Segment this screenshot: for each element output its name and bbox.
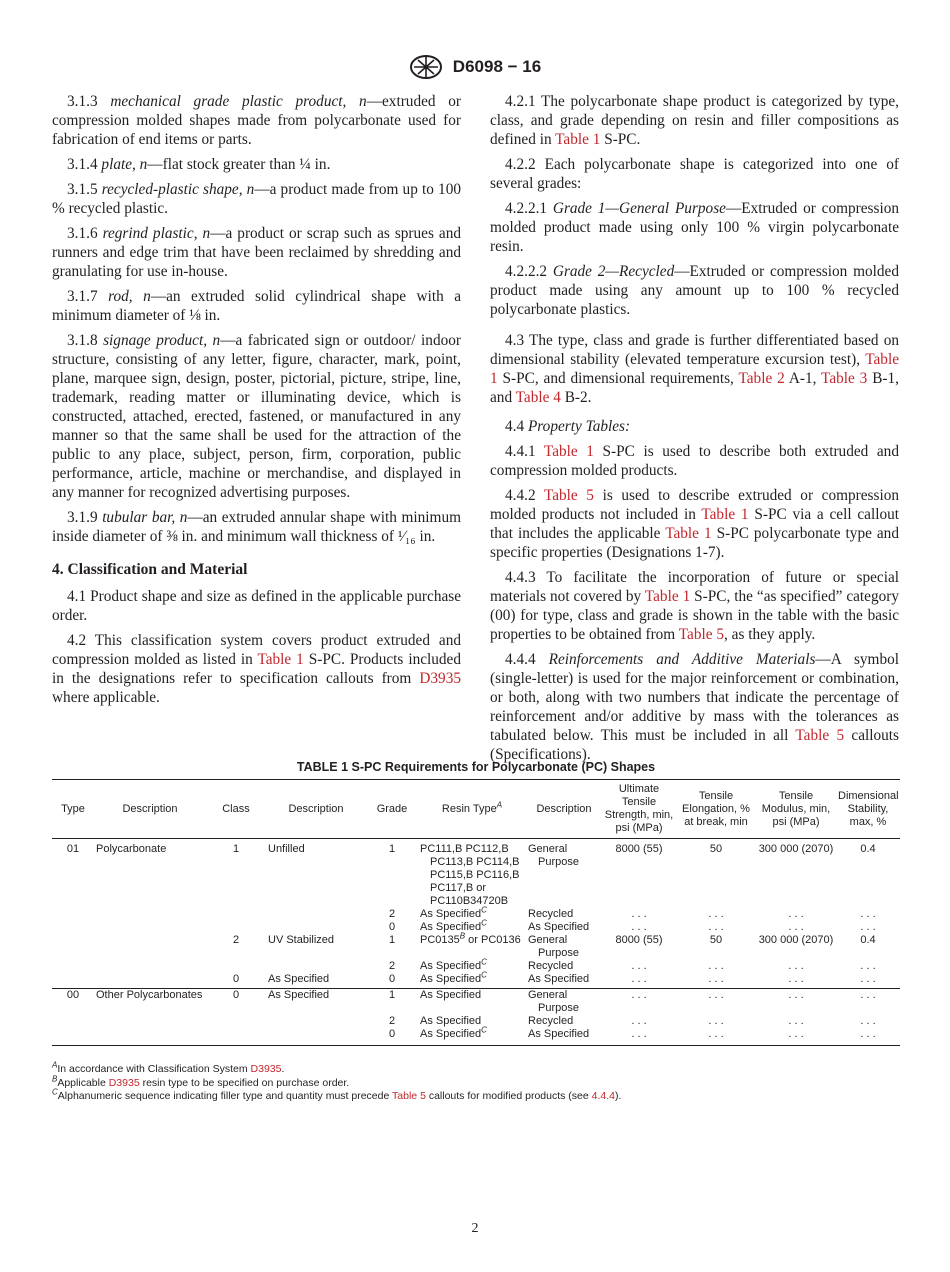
cell-elongation: . . .: [708, 1015, 724, 1027]
table-row: [52, 839, 900, 909]
cell-modulus: . . .: [756, 973, 836, 989]
cell-tensile-strength: . . .: [602, 973, 676, 989]
cell-class: 1: [232, 843, 240, 855]
table-1-link[interactable]: Table 1: [555, 131, 601, 148]
text: S-PC, the “as specified” category (00) for type, class and grade is shown in the table with the basic properties to be obtained from: [490, 588, 899, 643]
footnote-b: [52, 1074, 900, 1091]
definition-3-1-3: [52, 92, 461, 149]
text: 4.2.1 The polycarbonate shape product is categorized by type, class, and grade depending on resin and filler compositions as defined in: [490, 93, 899, 148]
definition-text: —Extruded or compression molded product made using only 100 % virgin polycarbonate resin.: [490, 200, 899, 255]
paragraph-4-4: [490, 417, 899, 436]
cell-empty: [94, 1015, 206, 1028]
clause-number: 3.1.5: [67, 181, 98, 198]
paragraph-4-2-2: 4.2.2 Each polycarbonate shape is categorized into one of several grades:: [490, 156, 899, 192]
paragraph-4-2: [52, 631, 461, 707]
cell-tensile-strength: . . .: [631, 989, 647, 1001]
cell-empty: [94, 973, 206, 989]
cell-description: Unfilled: [268, 843, 305, 855]
d3935-link[interactable]: D3935: [419, 670, 461, 687]
term: regrind plastic, n: [102, 225, 211, 242]
cell-elongation: . . .: [676, 973, 756, 989]
cell-empty: [52, 1015, 94, 1028]
cell-resin-type: [418, 970, 526, 989]
header-description: Description: [94, 780, 206, 839]
paragraph-4-4-2: [490, 486, 899, 562]
cell-type: 01: [66, 843, 80, 855]
page-header: [0, 54, 950, 80]
cell-description: UV Stabilized: [268, 934, 335, 946]
cell-modulus: . . .: [788, 921, 804, 933]
cell-grade: 0: [366, 973, 418, 989]
cell-tensile-strength: . . .: [631, 921, 647, 933]
cell-empty: [266, 1015, 366, 1028]
paragraph-4-2-2-1: [490, 199, 899, 256]
text: A-1,: [784, 370, 822, 387]
definition-text: —Extruded or compression molded product made using any amount up to 100 % recycled polycarbonate plastics.: [490, 263, 899, 318]
text: 4.4.3 To facilitate the incorporation of future or special materials not covered by: [490, 569, 899, 605]
header-type: Type: [52, 780, 94, 839]
term: mechanical grade plastic product, n: [110, 93, 367, 110]
cell-stability: 0.4: [860, 934, 876, 946]
footnote-marker: B: [52, 1074, 58, 1083]
definition-3-1-7: [52, 287, 461, 325]
table-header-row: [52, 780, 900, 839]
cell-type: 00: [66, 989, 80, 1001]
text: B-1, and: [490, 370, 899, 406]
cell-empty: [94, 908, 206, 921]
table-row: [52, 960, 900, 973]
clause-number: 4.4: [505, 418, 525, 435]
table-footnotes: [52, 1060, 900, 1104]
cell-empty: [52, 973, 94, 989]
cell-text: As Specified: [420, 921, 482, 933]
cell-empty: [52, 921, 94, 934]
cell-class: 0: [206, 973, 266, 989]
cell-grade: 2: [388, 908, 396, 920]
footnote-marker: B: [459, 931, 466, 941]
text: S-PC.: [600, 131, 641, 148]
term: rod, n: [108, 288, 151, 305]
cell-modulus: . . .: [788, 989, 804, 1001]
definition-text: —A symbol (single-letter) is used for the major reinforcement or combination, or both, along with two numbers that indicate the percentage of reinforcement and/or additive by mass with the tolerances as tabulated below. This must be included in all: [490, 651, 899, 744]
text: S-PC. Products included in the designations refer to specification callouts from: [52, 651, 461, 687]
footnote-marker: C: [481, 918, 487, 928]
cell-elongation: 50: [709, 934, 723, 946]
table-4-link[interactable]: Table 4: [515, 389, 561, 406]
table-1-link[interactable]: Table 1: [644, 588, 691, 605]
cell-modulus: 300 000 (2070): [758, 934, 834, 946]
cell-text: As Specified: [420, 973, 482, 985]
cell-description: Recycled: [528, 908, 574, 920]
cell-empty: [206, 908, 266, 921]
table-1-link[interactable]: Table 1: [701, 506, 749, 523]
header-elongation: Tensile Elongation, % at break, min: [676, 780, 756, 839]
footnote-text: Alphanumeric sequence indicating filler type and quantity must precede: [57, 1090, 393, 1102]
cell-description: Polycarbonate: [96, 843, 167, 855]
cell-elongation: . . .: [708, 960, 724, 972]
cell-description: Other Polycarbonates: [96, 989, 203, 1001]
table-row: [52, 921, 900, 934]
cell-stability: . . .: [860, 908, 876, 920]
cell-empty: [206, 1028, 266, 1046]
cell-empty: [52, 1028, 94, 1046]
cell-stability: . . .: [860, 921, 876, 933]
clause-number: 3.1.3: [67, 93, 98, 110]
paragraph-4-3: [490, 331, 899, 407]
term: plate, n: [101, 156, 148, 173]
cell-tensile-strength: . . .: [631, 960, 647, 972]
cell-elongation: . . .: [708, 908, 724, 920]
footnote-marker: C: [481, 957, 487, 967]
cell-stability: . . .: [860, 989, 876, 1001]
term: Reinforcements and Additive Materials: [548, 651, 816, 668]
table-5-link[interactable]: Table 5: [795, 727, 845, 744]
cell-tensile-strength: 8000 (55): [615, 934, 663, 946]
cell-empty: [206, 960, 266, 973]
cell-modulus: . . .: [788, 1015, 804, 1027]
cell-empty: [266, 960, 366, 973]
cell-empty: [266, 1028, 366, 1046]
cell-empty: [52, 908, 94, 921]
cell-grade: 2: [388, 1015, 396, 1027]
cell-class: 0: [232, 989, 240, 1001]
text: is used to describe extruded or compression molded products not included in: [490, 487, 899, 523]
definition-text: —flat stock greater than ¼ in.: [147, 156, 331, 173]
cell-resin-type: PC111,B PC112,B PC113,B PC114,B PC115,B PC116,B PC117,B or PC110B34720B: [420, 843, 520, 907]
cell-description: Recycled: [528, 960, 574, 972]
text: 4.2 This classification system covers product extruded and compression molded as listed in: [52, 632, 461, 668]
cell-class: 2: [232, 934, 240, 946]
footnote-marker: C: [52, 1087, 58, 1097]
paragraph-4-4-1: [490, 442, 899, 480]
cell-stability: 0.4: [860, 843, 876, 855]
cell-grade: 1: [388, 989, 396, 1001]
cell-modulus: . . .: [788, 908, 804, 920]
clause-number: 3.1.7: [67, 288, 98, 305]
cell-resin-type: As Specified: [420, 1015, 482, 1027]
cell-empty: [206, 1015, 266, 1028]
definition-text: —a product or scrap such as sprues and runners and edge trim that have been reclaimed by shredding and granulating for use in-house.: [52, 225, 462, 280]
paragraph-4-1: 4.1 Product shape and size as defined in the applicable purchase order.: [52, 588, 461, 624]
text: 4.4.1: [505, 443, 544, 460]
cell-text: As Specified: [420, 1028, 482, 1040]
cell-stability: . . .: [836, 973, 900, 989]
term: recycled-plastic shape, n: [101, 181, 255, 198]
cell-tensile-strength: 8000 (55): [615, 843, 663, 855]
cell-description: As Specified: [268, 989, 330, 1001]
table-5-link[interactable]: Table 5: [543, 487, 594, 504]
table-3-link[interactable]: Table 3: [821, 370, 868, 387]
cell-empty: [94, 921, 206, 934]
cell-text: As Specified: [420, 960, 482, 972]
cell-text: As Specified: [420, 908, 482, 920]
footnote-marker: C: [481, 905, 487, 915]
header-resin-type: [418, 780, 526, 839]
header-stability: Dimensional Stability, max, %: [836, 780, 900, 839]
cell-empty: [52, 934, 94, 960]
cell-empty: [266, 908, 366, 921]
cell-text: or PC0136: [465, 934, 521, 946]
spc-requirements-table: [52, 779, 900, 1046]
paragraph-4-2-1: [490, 92, 899, 149]
cell-stability: . . .: [836, 1028, 900, 1046]
cell-resin-type: [418, 931, 526, 960]
text: where applicable.: [52, 689, 160, 706]
table-row: [52, 1028, 900, 1046]
table-1-title: TABLE 1 S-PC Requirements for Polycarbonate (PC) Shapes: [296, 760, 656, 774]
table-2-link[interactable]: Table 2: [738, 370, 785, 387]
cell-modulus: . . .: [788, 960, 804, 972]
cell-description: As Specified: [526, 973, 602, 989]
astm-logo-icon: [409, 54, 443, 80]
paragraph-4-2-2-2: [490, 262, 899, 319]
cell-resin-type: [418, 1025, 526, 1046]
table-row: [52, 908, 900, 921]
footnote-text: .: [281, 1063, 285, 1075]
clause-number: 4.2.2.1: [505, 200, 548, 217]
definition-text: —extruded or compression molded shapes made from polycarbonate used for fabrication of end items or parts.: [52, 93, 462, 148]
cell-elongation: 50: [709, 843, 723, 855]
table-5-link[interactable]: Table 5: [392, 1090, 426, 1102]
footnote-a: [52, 1060, 900, 1077]
term: Property Tables:: [527, 418, 631, 435]
cell-tensile-strength: . . .: [631, 1015, 647, 1027]
cell-elongation: . . .: [708, 921, 724, 933]
term: Grade 1—General Purpose: [552, 200, 726, 217]
cell-description: General Purpose: [528, 989, 579, 1014]
cell-resin-type: [418, 957, 526, 973]
table-1-link[interactable]: Table 1: [543, 443, 594, 460]
definition-3-1-9: [52, 508, 461, 546]
footnote-text: In accordance with Classification System: [57, 1063, 251, 1075]
clause-number: 3.1.6: [67, 225, 98, 242]
definition-text: —an extruded solid cylindrical shape with a minimum diameter of ⅛ in.: [52, 288, 462, 324]
footnote-c: [52, 1087, 900, 1104]
clause-number: 4.4.4: [505, 651, 536, 668]
footnote-text: resin type to be specified on purchase order.: [139, 1076, 350, 1089]
cell-stability: . . .: [860, 960, 876, 972]
table-1: [52, 779, 900, 1046]
cell-description: General Purpose: [528, 934, 579, 959]
cell-stability: . . .: [860, 1015, 876, 1027]
cell-text: PC0135: [420, 934, 460, 946]
header-description: Description: [266, 780, 366, 839]
footnote-marker: C: [481, 970, 487, 980]
right-column: [490, 92, 899, 770]
header-description: Description: [526, 780, 602, 839]
text: callouts (Specifications).: [490, 727, 900, 763]
cell-description: Recycled: [528, 1015, 574, 1027]
cell-modulus: . . .: [756, 1028, 836, 1046]
table-row: [52, 973, 900, 989]
cell-empty: [94, 934, 206, 960]
text: , as they apply.: [724, 626, 816, 643]
cell-grade: 1: [388, 934, 396, 946]
definition-text: —a product made from up to 100 % recycled plastic.: [52, 181, 461, 217]
paragraph-4-4-4: [490, 650, 899, 764]
cell-elongation: . . .: [676, 1028, 756, 1046]
cell-modulus: 300 000 (2070): [758, 843, 834, 855]
cell-tensile-strength: . . .: [602, 1028, 676, 1046]
footnote-marker: A: [496, 799, 503, 809]
cell-description: As Specified: [526, 1028, 602, 1046]
table-5-link[interactable]: Table 5: [678, 626, 724, 643]
cell-empty: [206, 921, 266, 934]
table-1-link[interactable]: Table 1: [257, 651, 304, 668]
header-tensile-strength: Ultimate Tensile Strength, min, psi (MPa): [602, 780, 676, 839]
footnote-marker: A: [52, 1060, 58, 1070]
cell-grade: 0: [366, 1028, 418, 1046]
header-grade: Grade: [366, 780, 418, 839]
clause-number: 3.1.8: [67, 332, 98, 349]
d3935-link[interactable]: D3935: [108, 1076, 140, 1089]
definition-text: —a fabricated sign or outdoor/ indoor structure, consisting of any letter, figure, character, mark, point, plane, marquee sign, design, poster, pictorial, picture, stripe, line, trademark, reading matter or illuminating device, which is constructed, attached, erected, fastened, or manufactured in any manner so that the same shall be used for the attraction of the public to any place, subject, person, firm, corporation, public performance, article, machine or merchandise, and displayed in any manner for recognized advertising purposes.: [52, 332, 461, 501]
table-row: [52, 1015, 900, 1028]
section-heading-4: 4. Classification and Material: [52, 561, 248, 578]
cell-elongation: . . .: [708, 989, 724, 1001]
definition-3-1-4: [52, 155, 461, 174]
cell-resin-type: [418, 905, 526, 921]
cell-grade: 1: [388, 843, 396, 855]
cell-description: As Specified: [266, 973, 366, 989]
page-number: 2: [471, 1221, 479, 1236]
cell-empty: [52, 960, 94, 973]
paragraph-4-4-3: [490, 568, 899, 644]
definition-3-1-8: [52, 331, 461, 502]
header-class: Class: [206, 780, 266, 839]
cell-description: As Specified: [528, 921, 590, 933]
table-row: [52, 989, 900, 1016]
clause-number: 4.2.2.2: [505, 263, 548, 280]
cell-resin-type: [418, 918, 526, 934]
footnote-text: ).: [615, 1090, 622, 1102]
text: S-PC via a cell callout that includes the applicable: [490, 506, 899, 542]
footnote-marker: C: [481, 1025, 487, 1035]
cell-tensile-strength: . . .: [631, 908, 647, 920]
term: tubular bar, n: [102, 509, 188, 526]
cell-empty: [94, 1028, 206, 1046]
definition-3-1-5: [52, 180, 461, 218]
clause-number: 3.1.9: [67, 509, 98, 526]
header-modulus: Tensile Modulus, min, psi (MPa): [756, 780, 836, 839]
text: S-PC, and dimensional requirements,: [497, 370, 739, 387]
standard-code: D6098 − 16: [452, 57, 542, 76]
cell-empty: [266, 921, 366, 934]
cell-empty: [94, 960, 206, 973]
definition-text: —an extruded annular shape with minimum inside diameter of ⅜ in. and minimum wall thickness of ¹⁄₁₆ in.: [52, 509, 461, 545]
cell-grade: 0: [388, 921, 396, 933]
term: Grade 2—Recycled: [552, 263, 675, 280]
text: 4.3 The type, class and grade is further differentiated based on dimensional stability (elevated temperature excursion test),: [490, 332, 899, 368]
clause-number: 3.1.4: [67, 156, 98, 173]
d3935-link[interactable]: D3935: [250, 1063, 282, 1075]
text: S-PC is used to describe both extruded and compression molded products.: [490, 443, 899, 479]
left-column: [52, 92, 461, 713]
term: signage product, n: [103, 332, 221, 349]
header-text: Resin Type: [441, 802, 497, 815]
cell-grade: 2: [388, 960, 396, 972]
cell-resin-type: As Specified: [420, 989, 482, 1001]
footnote-text: Applicable: [57, 1076, 109, 1089]
section-4-4-4-link[interactable]: 4.4.4: [591, 1090, 616, 1102]
table-1-link[interactable]: Table 1: [665, 525, 712, 542]
text: B-2.: [560, 389, 592, 406]
text: 4.4.2: [505, 487, 544, 504]
definition-3-1-6: [52, 224, 461, 281]
text: S-PC polycarbonate type and specific properties (Designations 1-7).: [490, 525, 899, 561]
table-1-link[interactable]: Table 1: [490, 351, 899, 387]
footnote-text: callouts for modified products (see: [425, 1090, 592, 1102]
cell-description: General Purpose: [528, 843, 579, 868]
table-row: [52, 934, 900, 960]
